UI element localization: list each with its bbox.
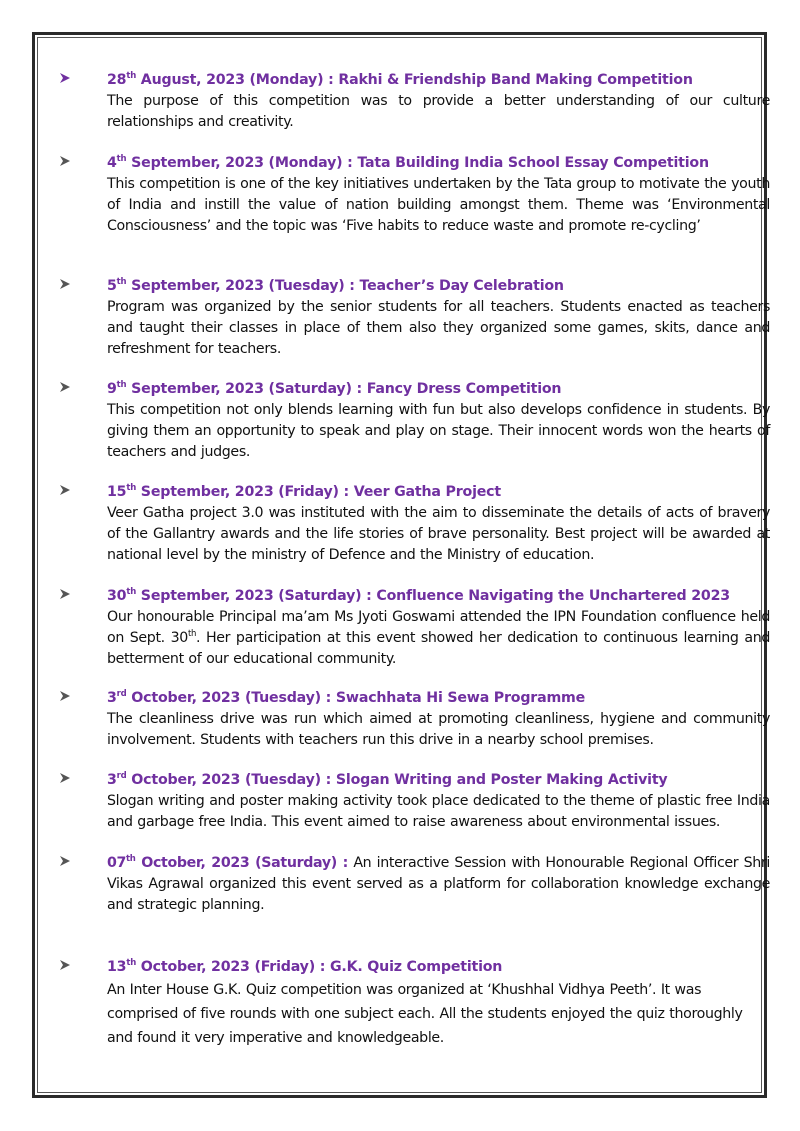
- event-description: The cleanliness drive was run which aimed at promoting cleanliness, hygiene and community involvement. Students with teachers run this drive in a nearby school premises.: [107, 711, 770, 748]
- event-item: [58, 853, 770, 916]
- event-item: [58, 276, 770, 360]
- event-description: This competition not only blends learning with fun but also develops confidence in students. By giving them an opportunity to speak and play on stage. Their innocent words won the hearts of teachers and judges.: [107, 402, 770, 460]
- event-heading: 15th September, 2023 (Friday) : Veer Gatha Project: [107, 483, 501, 500]
- arrow-bullet-icon: [58, 380, 72, 394]
- event-heading: 30th September, 2023 (Saturday) : Confluence Navigating the Unchartered 2023: [107, 587, 730, 604]
- arrow-bullet-icon: [58, 154, 72, 168]
- event-description: Slogan writing and poster making activity took place dedicated to the theme of plastic free India and garbage free India. This event aimed to raise awareness about environmental issues.: [107, 793, 770, 830]
- arrow-bullet-icon: [58, 71, 72, 85]
- event-description: Veer Gatha project 3.0 was instituted with the aim to disseminate the details of acts of bravery of the Gallantry awards and the life stories of brave personality. Best project will be awarded at national level by the ministry of Defence and the Ministry of education.: [107, 505, 770, 563]
- event-item: [58, 957, 770, 1050]
- event-heading: 3rd October, 2023 (Tuesday) : Slogan Writing and Poster Making Activity: [107, 771, 668, 788]
- event-heading: 28th August, 2023 (Monday) : Rakhi & Friendship Band Making Competition: [107, 71, 693, 88]
- arrow-bullet-icon: [58, 483, 72, 497]
- arrow-bullet-icon: [58, 958, 72, 972]
- arrow-bullet-icon: [58, 689, 72, 703]
- event-description: This competition is one of the key initiatives undertaken by the Tata group to motivate the youth of India and instill the value of nation building amongst them. Theme was ‘Environmental Consciousness’ and the topic was ‘Five habits to reduce waste and promote re-cycling’: [107, 176, 770, 234]
- event-item: [58, 770, 770, 833]
- event-heading: 5th September, 2023 (Tuesday) : Teacher’s Day Celebration: [107, 277, 564, 294]
- event-heading: 3rd October, 2023 (Tuesday) : Swachhata Hi Sewa Programme: [107, 689, 586, 706]
- event-heading: 4th September, 2023 (Monday) : Tata Building India School Essay Competition: [107, 154, 709, 171]
- arrow-bullet-icon: [58, 587, 72, 601]
- event-description: The purpose of this competition was to provide a better understanding of our culture relationships and creativity.: [107, 93, 770, 130]
- event-item: [58, 688, 770, 751]
- arrow-bullet-icon: [58, 854, 72, 868]
- event-heading: 13th October, 2023 (Friday) : G.K. Quiz Competition: [107, 958, 503, 975]
- event-heading: 07th October, 2023 (Saturday) :: [107, 854, 348, 871]
- event-item: [58, 153, 770, 237]
- event-heading: 9th September, 2023 (Saturday) : Fancy Dress Competition: [107, 380, 562, 397]
- event-description: Program was organized by the senior students for all teachers. Students enacted as teachers and taught their classes in place of them also they organized some games, skits, dance and refreshment for teachers.: [107, 299, 770, 357]
- event-item: [58, 379, 770, 463]
- arrow-bullet-icon: [58, 277, 72, 291]
- event-item: [58, 70, 770, 133]
- event-description: 07th October, 2023 (Saturday) : An interactive Session with Honourable Regional Officer Shri Vikas Agrawal organized this event served as a platform for collaboration knowledge exchange and strategic planning.: [107, 854, 770, 913]
- event-item: [58, 586, 770, 670]
- event-item: [58, 482, 770, 566]
- arrow-bullet-icon: [58, 771, 72, 785]
- event-description: Our honourable Principal ma’am Ms Jyoti Goswami attended the IPN Foundation confluence held on Sept. 30th. Her participation at this event showed her dedication to continuous learning and betterment of our educational community.: [107, 609, 770, 667]
- event-description: An Inter House G.K. Quiz competition was organized at ‘Khushhal Vidhya Peeth’. It was comprised of five rounds with one subject each. All the students enjoyed the quiz thoroughly and found it very imperative and knowledgeable.: [107, 982, 743, 1046]
